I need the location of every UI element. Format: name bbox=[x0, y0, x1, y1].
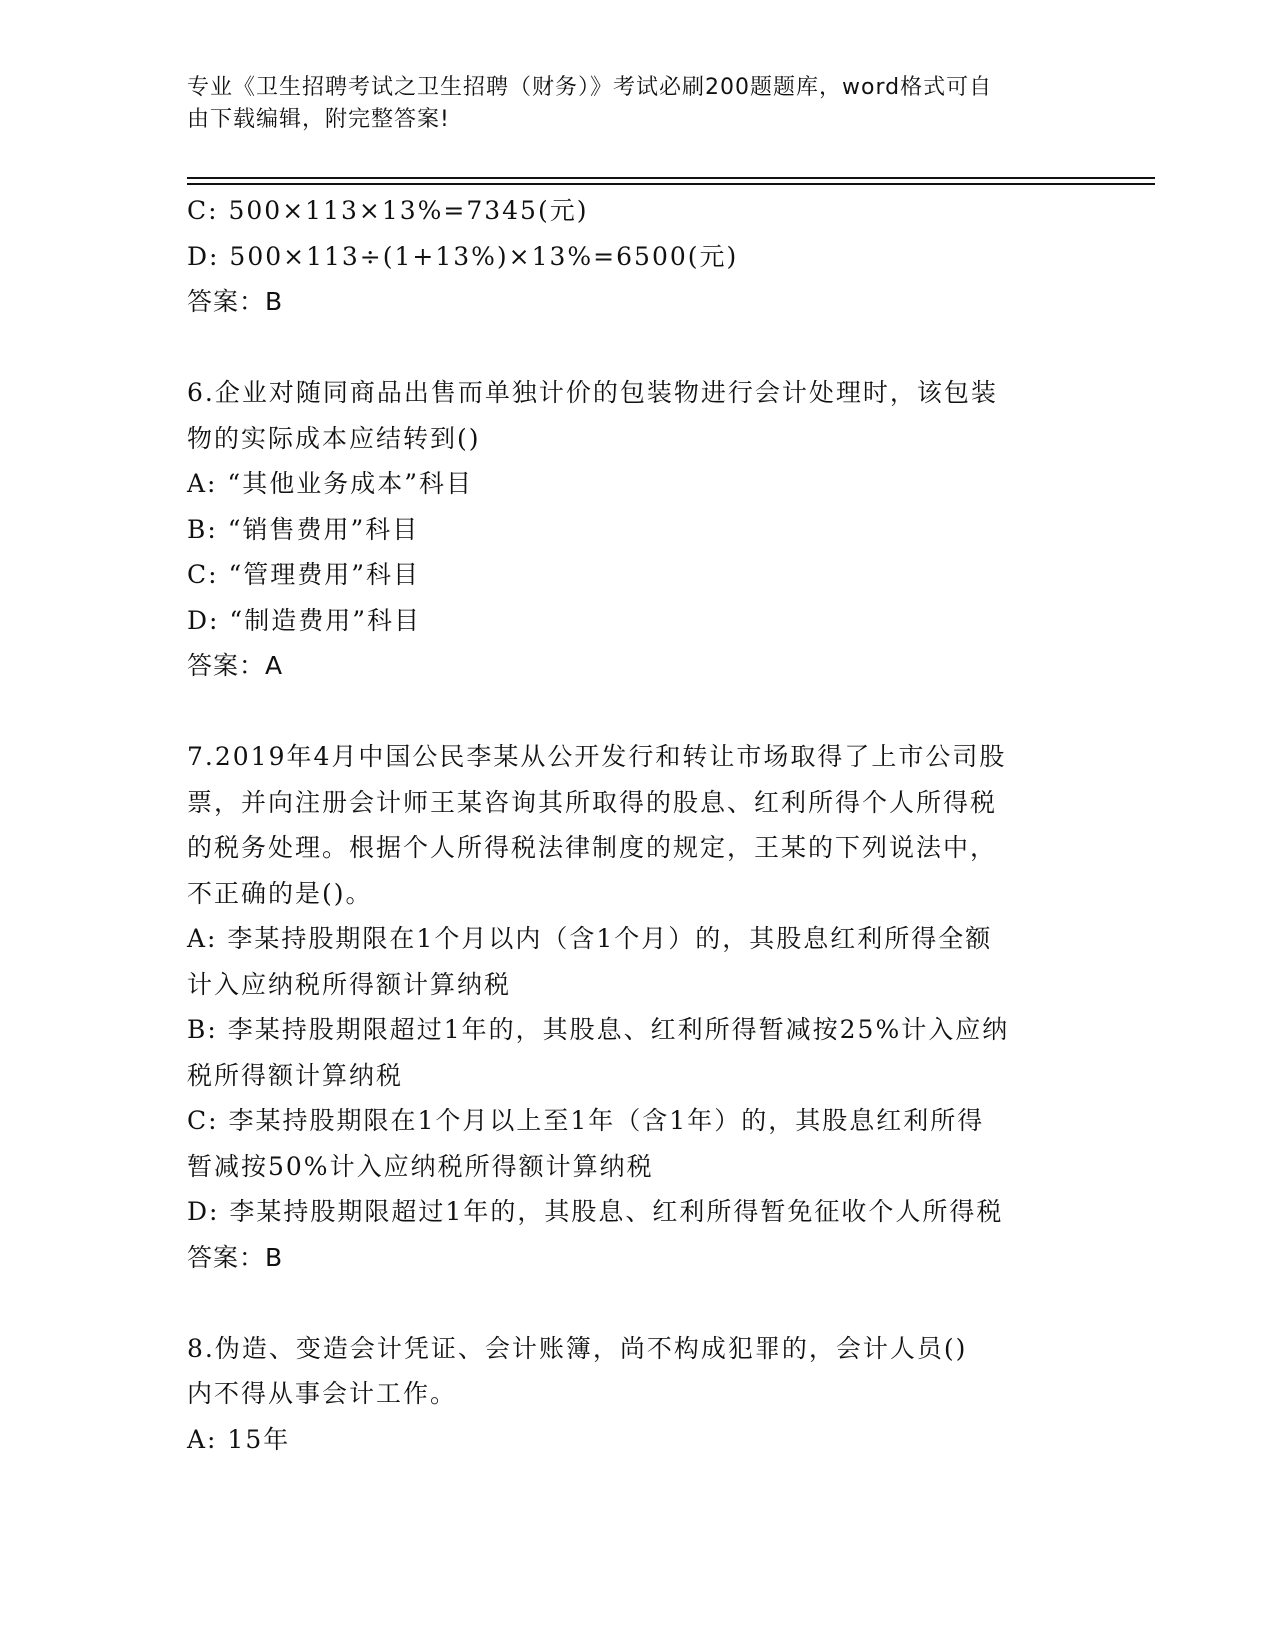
question-gap bbox=[187, 689, 1087, 735]
q6-stem-line-2: 物的实际成本应结转到() bbox=[187, 423, 481, 453]
q8-stem-line-2: 内不得从事会计工作。 bbox=[187, 1379, 458, 1408]
header-line-2: 由下载编辑，附完整答案! bbox=[187, 107, 450, 132]
prev-answer: 答案：B bbox=[187, 287, 284, 316]
q7-stem-line-3: 的税务处理。根据个人所得税法律制度的规定，王某的下列说法中， bbox=[187, 833, 998, 862]
q6-option-d: D: “制造费用”科目 bbox=[187, 605, 421, 635]
q8-stem-line-1: 8.伪造、变造会计凭证、会计账簿，尚不构成犯罪的，会计人员() bbox=[187, 1333, 968, 1363]
q6-answer: 答案：A bbox=[187, 651, 284, 680]
q6-option-b: B: “销售费用”科目 bbox=[187, 514, 420, 544]
q7-stem-line-2: 票，并向注册会计师王某咨询其所取得的股息、红利所得个人所得税 bbox=[187, 787, 998, 817]
q7-stem-line-1: 7.2019年4月中国公民李某从公开发行和转让市场取得了上市公司股 bbox=[187, 742, 1007, 771]
question-gap bbox=[187, 325, 1087, 371]
question-gap bbox=[187, 1280, 1087, 1326]
q7-stem-line-4: 不正确的是()。 bbox=[187, 878, 373, 908]
q7-option-a-line-2: 计入应纳税所得额计算纳税 bbox=[187, 969, 512, 999]
q8-option-a: A: 15年 bbox=[187, 1424, 291, 1454]
header-rule-top bbox=[187, 177, 1155, 179]
q6-option-a: A: “其他业务成本”科目 bbox=[187, 469, 473, 498]
q6-stem-line-1: 6.企业对随同商品出售而单独计价的包装物进行会计处理时，该包装 bbox=[187, 378, 998, 407]
q7-answer: 答案：B bbox=[187, 1242, 284, 1272]
page-header bbox=[187, 72, 1067, 136]
header-line-1: 专业《卫生招聘考试之卫生招聘（财务）》考试必刷200题题库，word格式可自 bbox=[187, 75, 993, 100]
q7-option-c-line-2: 暂减按50%计入应纳税所得额计算纳税 bbox=[187, 1151, 654, 1181]
prev-option-c: C: 500×113×13%=7345(元) bbox=[187, 196, 589, 225]
q7-option-d: D: 李某持股期限超过1年的，其股息、红利所得暂免征收个人所得税 bbox=[187, 1197, 1004, 1226]
q7-option-b-line-2: 税所得额计算纳税 bbox=[187, 1060, 404, 1090]
question-content bbox=[187, 188, 1087, 1462]
header-rule-bottom bbox=[187, 183, 1155, 185]
q7-option-c-line-1: C: 李某持股期限在1个月以上至1年（含1年）的，其股息红利所得 bbox=[187, 1106, 985, 1135]
q7-option-a-line-1: A: 李某持股期限在1个月以内（含1个月）的，其股息红利所得全额 bbox=[187, 924, 993, 953]
q7-option-b-line-1: B: 李某持股期限超过1年的，其股息、红利所得暂减按25%计入应纳 bbox=[187, 1015, 1010, 1044]
prev-option-d: D: 500×113÷(1+13%)×13%=6500(元) bbox=[187, 241, 739, 271]
q6-option-c: C: “管理费用”科目 bbox=[187, 560, 421, 589]
